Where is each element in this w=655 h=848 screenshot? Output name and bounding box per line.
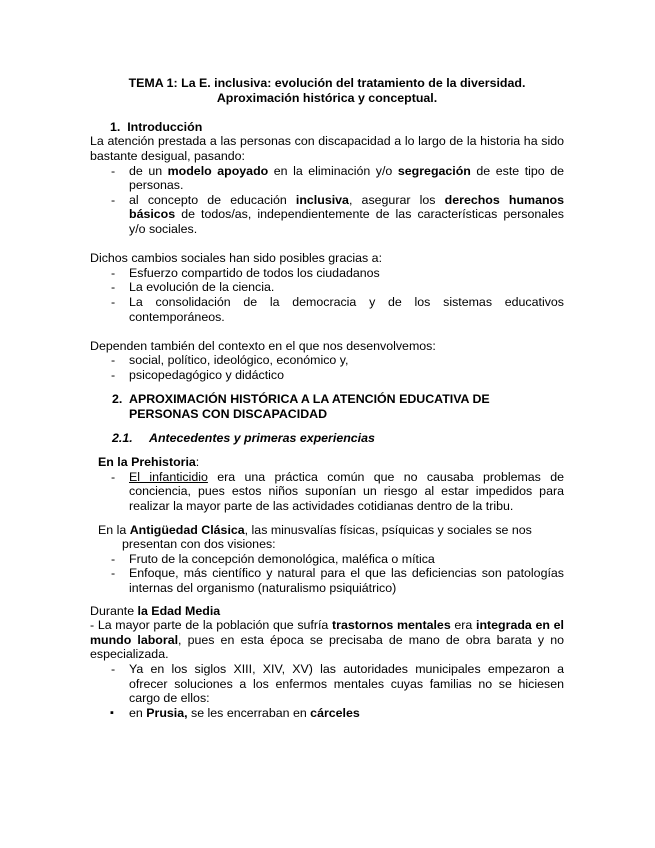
- cambios-list-item: - La evolución de la ciencia.: [90, 280, 564, 295]
- section21-heading: [90, 431, 564, 446]
- clasica-paragraph: En la Antigüedad Clásica, las minusvalías físicas, psíquicas y sociales se nos: [98, 522, 532, 537]
- section2-line1: APROXIMACIÓN HISTÓRICA A LA ATENCIÓN EDUCATIVA DE: [129, 392, 490, 407]
- intro-list-item: - al concepto de educación inclusiva, asegurar los derechos humanos básicos de todos/as, independientemente de las características personales y/o sociales.: [90, 193, 564, 237]
- media-paragraph: - La mayor parte de la población que sufría trastornos mentales era integrada en el mundo laboral, pues en esta época se precisaba de mano de obra barata y no especializada.: [90, 618, 564, 662]
- contexto-list-item: - psicopedagógico y didáctico: [90, 368, 564, 383]
- contexto-list: [90, 353, 564, 382]
- section21-title: Antecedentes y primeras experiencias: [149, 430, 375, 445]
- contexto-paragraph: Dependen también del contexto en el que nos desenvolvemos:: [90, 338, 436, 353]
- clasica-list: [90, 552, 564, 596]
- prehistoria-heading: En la Prehistoria:: [98, 455, 200, 470]
- section2-num: 2.: [112, 392, 123, 407]
- intro-heading-text: Introducción: [127, 119, 203, 134]
- cambios-paragraph: Dichos cambios sociales han sido posibles gracias a:: [90, 251, 383, 266]
- media-list: [90, 662, 564, 720]
- document-title-line2: Aproximación histórica y conceptual.: [216, 90, 438, 105]
- intro-heading-num: 1.: [110, 119, 121, 134]
- section2-line2: PERSONAS CON DISCAPACIDAD: [129, 407, 328, 422]
- clasica-list-item: - Enfoque, más científico y natural para el que las deficiencias son patologías internas del organismo (naturalismo psiquiátrico): [90, 566, 564, 595]
- clasica-paragraph-cont: presentan con dos visiones:: [122, 537, 276, 552]
- prehistoria-list: [90, 470, 564, 514]
- section2-heading: [90, 392, 564, 421]
- cambios-list-item: - La consolidación de la democracia y de los sistemas educativos contemporáneos.: [90, 295, 564, 324]
- cambios-list: [90, 266, 564, 324]
- prehistoria-list-item: - El infanticidio era una práctica común que no causaba problemas de conciencia, pues estos niños suponían un riesgo al estar impedidos para realizar la mayor parte de las actividades cotidianas dentro de la tribu.: [90, 470, 564, 514]
- document-title-line1: TEMA 1: La E. inclusiva: evolución del tratamiento de la diversidad.: [128, 76, 526, 90]
- contexto-list-item: - social, político, ideológico, económico y,: [90, 353, 564, 368]
- cambios-list-item: - Esfuerzo compartido de todos los ciudadanos: [90, 266, 564, 281]
- intro-paragraph: La atención prestada a las personas con discapacidad a lo largo de la historia ha sido bastante desigual, pasando:: [90, 134, 564, 163]
- media-list-item: - Ya en los siglos XIII, XIV, XV) las autoridades municipales empezaron a ofrecer soluciones a los enfermos mentales cuyas familias no se hiciesen cargo de ellos:: [90, 662, 564, 706]
- intro-heading: [90, 120, 564, 135]
- document-page: [90, 76, 564, 720]
- clasica-list-item: - Fruto de la concepción demonológica, maléfica o mítica: [90, 552, 564, 567]
- media-sublist-item: ▪ en Prusia, se les encerraban en cárceles: [90, 706, 564, 721]
- media-heading: Durante la Edad Media: [90, 603, 221, 618]
- section21-num: 2.1.: [112, 430, 133, 445]
- intro-list: [90, 164, 564, 237]
- intro-list-item: - de un modelo apoyado en la eliminación y/o segregación de este tipo de personas.: [90, 164, 564, 193]
